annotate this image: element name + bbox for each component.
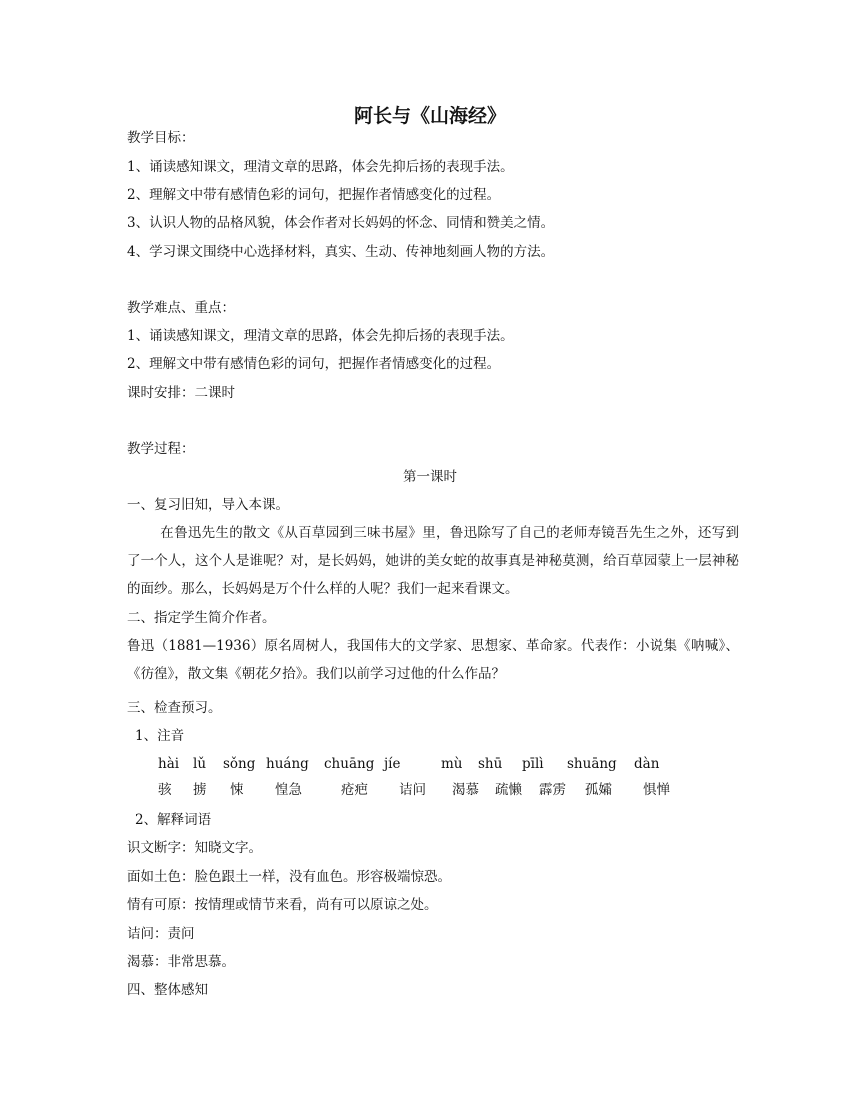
pinyin-item: huáng — [266, 756, 309, 772]
pinyin-item: jíe — [384, 756, 401, 772]
definition-item: 面如土色：脸色跟土一样，没有血色。形容极端惊恐。 — [127, 869, 451, 885]
pinyin-item: pīlì — [522, 756, 544, 772]
section1-heading: 一、复习旧知，导入本课。 — [127, 497, 289, 513]
difficulty-heading: 教学难点、重点： — [127, 300, 235, 316]
word-item: 霹雳 — [539, 782, 566, 798]
definition-item: 情有可原：按情理或情节来看，尚有可以原谅之处。 — [127, 897, 438, 913]
word-item: 疮疤 — [341, 782, 368, 798]
goal-item: 1、诵读感知课文，理清文章的思路，体会先抑后扬的表现手法。 — [127, 159, 514, 175]
pinyin-item: sǒng — [223, 756, 256, 772]
goal-item: 2、理解文中带有感情色彩的词句，把握作者情感变化的过程。 — [127, 187, 501, 203]
pinyin-item: shuāng — [567, 756, 617, 772]
pinyin-item: mù — [441, 756, 463, 772]
goal-item: 4、学习课文围绕中心选择材料，真实、生动、传神地刻画人物的方法。 — [127, 244, 555, 260]
pinyin-heading: 1、注音 — [135, 728, 185, 744]
section4-heading: 四、整体感知 — [127, 982, 208, 998]
pinyin-item: lǔ — [193, 756, 207, 772]
section1-paragraph — [127, 519, 739, 603]
pinyin-item: dàn — [634, 756, 660, 772]
goals-heading: 教学目标： — [127, 130, 195, 146]
section2-heading: 二、指定学生简介作者。 — [127, 610, 276, 626]
word-item: 惧惮 — [643, 782, 670, 798]
word-item: 孤孀 — [585, 782, 612, 798]
difficulty-item: 2、理解文中带有感情色彩的词句，把握作者情感变化的过程。 — [127, 356, 501, 372]
section1-text: 在鲁迅先生的散文《从百草园到三味书屋》里，鲁迅除写了自己的老师寿镜吾先生之外，还写到了一个人，这个人是谁呢？对，是长妈妈，她讲的美女蛇的故事真是神秘莫测，给百草园蒙上一层神秘的面纱。那么，长妈妈是万个什么样的人呢？我们一起来看课文。 — [127, 525, 739, 597]
word-item: 渴慕 — [452, 782, 479, 798]
pinyin-item: chuāng — [324, 756, 375, 772]
pinyin-item: shū — [478, 756, 503, 772]
word-item: 悚 — [230, 782, 244, 798]
word-item: 骇 — [158, 782, 172, 798]
goal-item: 3、认识人物的品格风貌，体会作者对长妈妈的怀念、同情和赞美之情。 — [127, 215, 555, 231]
process-heading: 教学过程： — [127, 441, 195, 457]
definition-item: 识文断字：知晓文字。 — [127, 840, 262, 856]
section3-heading: 三、检查预习。 — [127, 700, 222, 716]
pinyin-row — [0, 754, 860, 774]
word-item: 惶急 — [275, 782, 302, 798]
explain-heading: 2、解释词语 — [135, 812, 212, 828]
pinyin-item: hài — [158, 756, 180, 772]
word-item: 诘问 — [399, 782, 426, 798]
page-title: 阿长与《山海经》 — [353, 105, 506, 127]
word-row — [0, 780, 860, 800]
section2-paragraph: 鲁迅（1881—1936）原名周树人，我国伟大的文学家、思想家、革命家。代表作：小说集《呐喊》、《彷徨》，散文集《朝花夕拾》。我们以前学习过他的什么作品？ — [127, 638, 739, 682]
definition-item: 渴慕：非常思慕。 — [127, 954, 235, 970]
word-item: 掳 — [193, 782, 207, 798]
definition-item: 诘问：责问 — [127, 926, 195, 942]
difficulty-item: 1、诵读感知课文，理清文章的思路，体会先抑后扬的表现手法。 — [127, 328, 514, 344]
schedule: 课时安排：二课时 — [127, 385, 235, 401]
word-item: 疏懒 — [495, 782, 522, 798]
lesson-title: 第一课时 — [403, 469, 457, 485]
